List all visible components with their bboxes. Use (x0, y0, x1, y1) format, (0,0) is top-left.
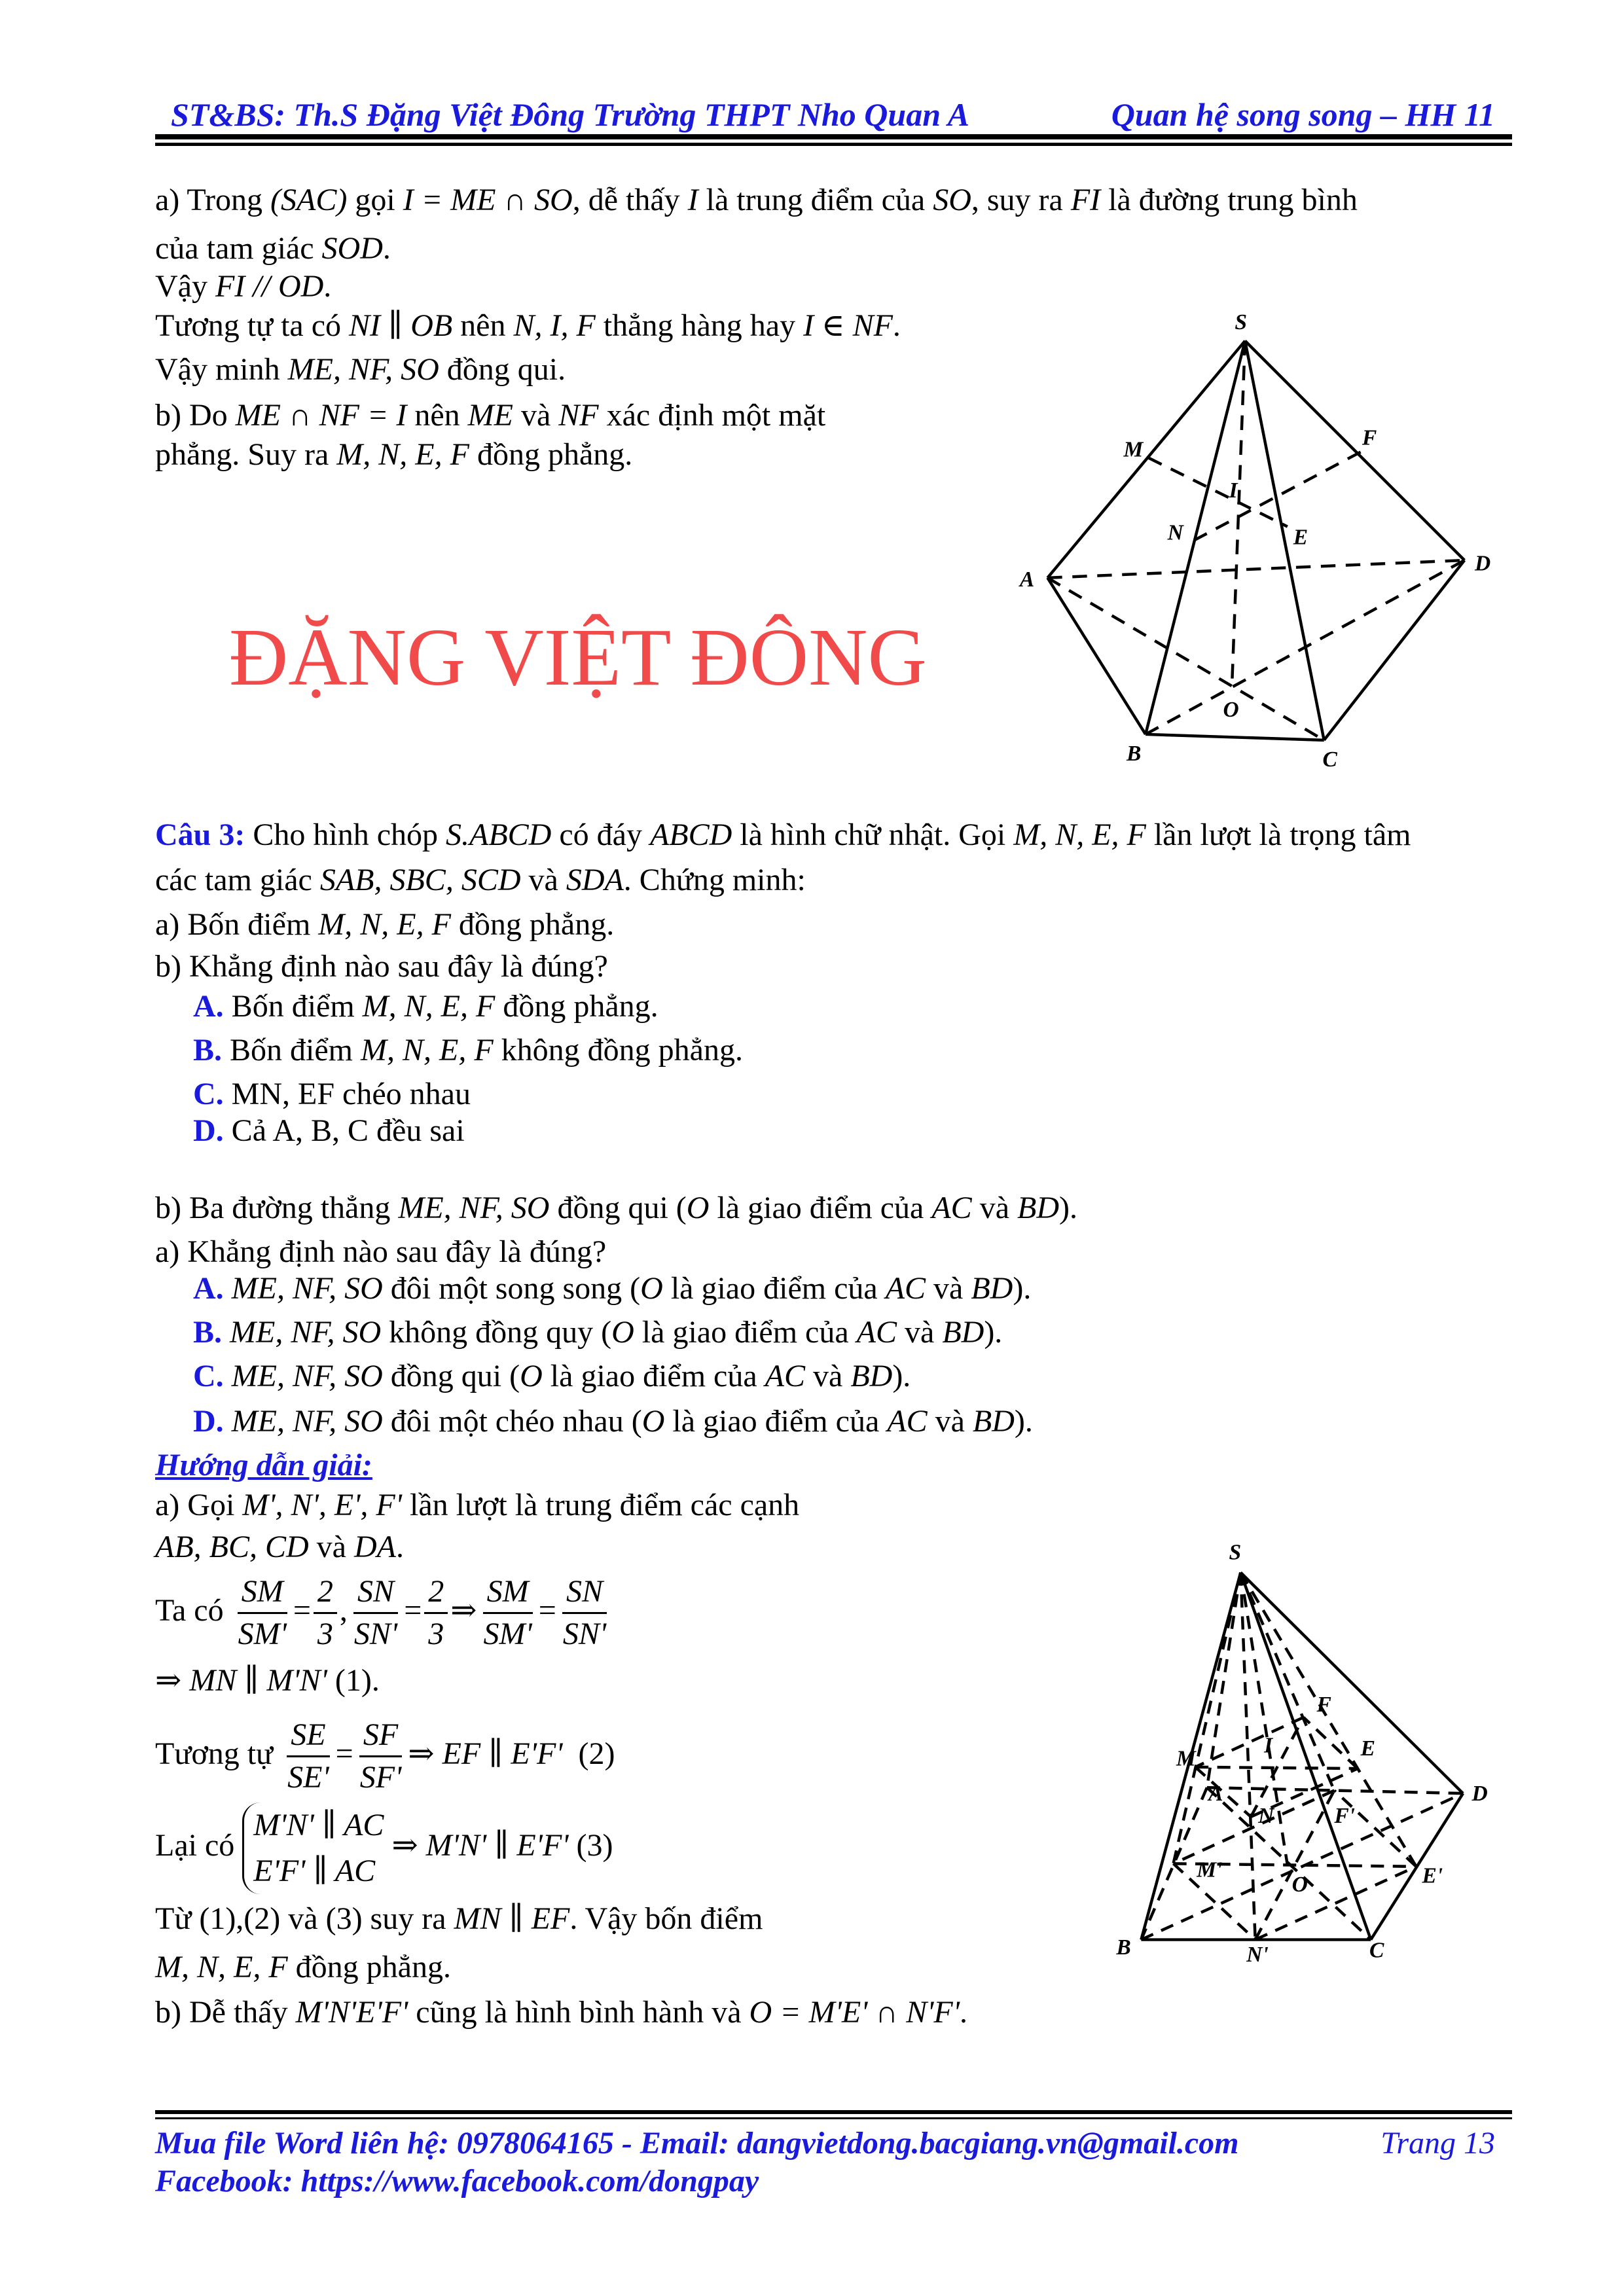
denominator: SM' (238, 1617, 287, 1652)
math-run: BD (942, 1315, 984, 1350)
text-run: . (395, 1530, 404, 1564)
text-run: các tam giác (155, 863, 320, 897)
fraction (283, 1715, 333, 1798)
math-run: M', N', E', F' (242, 1488, 402, 1522)
text-run (222, 1315, 230, 1350)
vertex-label: S (1229, 1540, 1242, 1565)
text-run: và (805, 1359, 851, 1393)
text-run: đồng phẳng. (469, 437, 633, 472)
denominator: SE' (287, 1760, 329, 1795)
fraction (314, 1571, 337, 1655)
option-label: C. (193, 1077, 224, 1111)
text-line (155, 1530, 404, 1565)
text-run: Cả A, B, C đều sai (223, 1113, 465, 1148)
math-run: AC (931, 1191, 972, 1225)
math-run: AB, BC, CD (155, 1530, 309, 1564)
text-run: Tương tự ta có (155, 308, 350, 343)
math-run: M, N, E, F (336, 437, 469, 472)
text-run: là giao điểm của (709, 1191, 932, 1225)
math-run: AC (765, 1359, 806, 1393)
footer-facebook[interactable]: Facebook: https://www.facebook.com/dongpay (155, 2164, 759, 2198)
numerator: SN (562, 1571, 607, 1614)
equals: = (538, 1593, 556, 1628)
text-run: . (382, 231, 391, 266)
option-b[interactable] (193, 1033, 743, 1068)
denominator: SN' (562, 1617, 607, 1652)
vertex-label: F (1362, 425, 1377, 450)
text-run: . (959, 1995, 967, 2030)
hidden-edges (1047, 341, 1464, 740)
math-run: O (686, 1191, 710, 1225)
text-run: là giao điểm của (662, 1271, 886, 1306)
ratio-line (155, 1568, 613, 1655)
equation-system (242, 1803, 384, 1894)
option-label: D. (193, 1404, 224, 1439)
numerator: 2 (314, 1571, 337, 1614)
lead-text: Lại có (155, 1828, 235, 1863)
text-run: không đồng phẳng. (493, 1033, 743, 1067)
question-label: Câu 3: (155, 817, 245, 852)
math-run: ME ∩ NF = I (235, 398, 407, 433)
vertex-label: O (1223, 698, 1239, 723)
math-run: M, N, E, F (1013, 817, 1146, 852)
math-run: ⇒ MN ∥ M'N' (155, 1663, 327, 1698)
math-run: O (640, 1271, 663, 1306)
math-run: NF (558, 398, 599, 433)
math-run: ME, NF, SO (287, 352, 439, 387)
vertex-label: A (1019, 567, 1035, 592)
option-text (224, 989, 659, 1024)
text-line (155, 1901, 763, 1937)
text-run: Bốn điểm (222, 1033, 361, 1067)
text-run: phẳng. Suy ra (155, 437, 337, 472)
text-run: là giao điểm của (634, 1315, 857, 1350)
text-run: Từ (1),(2) và (3) suy ra (155, 1901, 454, 1936)
conclusion: ⇒ EF ∥ E'F' (408, 1736, 563, 1771)
vertex-label: E (1293, 525, 1308, 550)
text-line (155, 1663, 380, 1698)
text-run: ). (984, 1315, 1003, 1350)
fraction (234, 1571, 291, 1655)
math-run: AC (887, 1404, 928, 1439)
option-label: D. (193, 1113, 224, 1148)
text-run: đồng qui. (439, 352, 566, 387)
footer-contact[interactable]: Mua file Word liên hệ: 0978064165 - Email: dangvietdong.bacgiang.vn@gmail.com (155, 2126, 1239, 2161)
text-run: , suy ra (971, 183, 1071, 217)
text-line (155, 1950, 451, 1985)
option-text (222, 1315, 1002, 1350)
math-run: (SAC) (270, 183, 348, 217)
text-run: đồng qui ( (549, 1191, 687, 1225)
vertex-label: M (1123, 437, 1144, 462)
vertex-label: N (1258, 1803, 1274, 1828)
implies: ⇒ (450, 1593, 477, 1628)
text-line (155, 183, 1358, 218)
fraction (356, 1715, 406, 1798)
text-run: . (323, 269, 332, 304)
text-run: lần lượt là trọng tâm (1146, 817, 1411, 852)
vertex-label: N (1167, 520, 1183, 545)
text-run: và (926, 1271, 971, 1306)
equals: = (404, 1593, 422, 1628)
text-run: Vậy (155, 269, 215, 304)
math-run: S.ABCD (446, 817, 552, 852)
fraction (350, 1571, 401, 1655)
vertex-label: S (1235, 310, 1248, 334)
system-row: M'N' ∥ AC (253, 1807, 384, 1842)
math-run: O (611, 1315, 634, 1350)
text-run: và (308, 1530, 354, 1564)
text-run: đôi một song song ( (382, 1271, 641, 1306)
fraction (424, 1571, 448, 1655)
vertex-label: N' (1246, 1943, 1269, 1967)
text-run: lần lượt là trung điểm các cạnh (402, 1488, 800, 1522)
equals: = (293, 1593, 311, 1628)
text-run: không đồng quy ( (381, 1315, 612, 1350)
option-text (224, 1113, 465, 1148)
text-run: a) Trong (155, 183, 271, 217)
math-run: N, I, F (513, 308, 596, 343)
denominator: SF' (359, 1760, 402, 1795)
text-line (155, 231, 391, 266)
text-run: . Chứng minh: (623, 863, 806, 897)
footer-rule (155, 2110, 1512, 2114)
math-run: ME, NF, SO (398, 1191, 550, 1225)
math-run: ME, NF, SO (231, 1271, 383, 1306)
option-d[interactable] (193, 1113, 465, 1149)
fraction (559, 1571, 610, 1655)
text-run: a) Bốn điểm (155, 907, 319, 942)
text-run: Bốn điểm (223, 989, 363, 1024)
math-run: SO (933, 183, 971, 217)
text-line (155, 398, 825, 433)
vertex-label: C (1369, 1938, 1384, 1963)
denominator: SN' (353, 1617, 398, 1652)
vertex-label: M (1176, 1746, 1196, 1771)
footer-rule-thin (155, 2117, 1512, 2119)
math-run: AC (885, 1271, 926, 1306)
vertex-label: D (1471, 1782, 1488, 1806)
text-run (224, 1404, 232, 1439)
vertex-label: I (1264, 1733, 1273, 1758)
text-run: là trung điểm của (698, 183, 933, 217)
pyramid-figure-2 (1115, 1540, 1487, 1967)
math-run: M, N, E, F (318, 907, 451, 942)
text-run: có đáy (551, 817, 650, 852)
vertex-label: E' (1422, 1863, 1443, 1888)
option-label: B. (193, 1315, 223, 1350)
text-run: b) Dễ thấy (155, 1995, 296, 2030)
text-line (155, 863, 806, 898)
header-author: ST&BS: Th.S Đặng Việt Đông Trường THPT Nho Quan A (171, 96, 969, 133)
text-line (155, 352, 566, 387)
vertex-label: C (1322, 747, 1337, 772)
text-line (155, 1234, 606, 1270)
text-run: MN, EF chéo nhau (223, 1077, 471, 1111)
system-row: E'F' ∥ AC (253, 1853, 376, 1888)
text-run: và (513, 398, 559, 433)
option-a[interactable] (193, 1271, 1031, 1306)
option-b[interactable] (193, 1315, 1002, 1350)
option-c[interactable] (193, 1077, 471, 1112)
text-line (155, 308, 901, 344)
text-run: là đường trung bình (1100, 183, 1358, 217)
lead-text: Tương tự (155, 1736, 274, 1771)
ratio-line (155, 1712, 615, 1798)
question-line (155, 817, 1411, 853)
math-run: ME, NF, SO (230, 1315, 382, 1350)
pyramid-figure-1 (1019, 310, 1490, 772)
text-run: là giao điểm của (542, 1359, 765, 1393)
math-run: I (687, 183, 698, 217)
vertex-label: F (1316, 1692, 1331, 1717)
numerator: SM (238, 1571, 287, 1614)
text-line (155, 907, 614, 942)
header-rule-thin (155, 143, 1512, 146)
math-run: SDA (566, 863, 624, 897)
text-line (155, 1191, 1077, 1226)
equation-number: (2) (578, 1736, 615, 1771)
text-run: và (927, 1404, 973, 1439)
math-run: MN ∥ EF (454, 1901, 570, 1936)
text-run (224, 1271, 232, 1306)
math-run: M, N, E, F (362, 989, 496, 1024)
math-run: M, N, E, F (155, 1950, 288, 1984)
option-text (224, 1404, 1033, 1439)
denominator: SM' (483, 1617, 532, 1652)
text-run: . Vậy bốn điểm (569, 1901, 763, 1936)
text-run: gọi (347, 183, 403, 217)
denominator: 3 (428, 1617, 444, 1652)
option-label: A. (193, 1271, 224, 1306)
text-run: b) Do (155, 398, 236, 433)
header-rule (155, 134, 1512, 139)
question-text (245, 817, 1411, 852)
math-run: SAB, SBC, SCD (319, 863, 521, 897)
conclusion: ⇒ M'N' ∥ E'F' (391, 1828, 569, 1863)
text-run: là giao điểm của (664, 1404, 888, 1439)
solution-heading: Hướng dẫn giải: (155, 1448, 372, 1482)
option-label: C. (193, 1359, 224, 1393)
math-run: ME, NF, SO (231, 1404, 383, 1439)
numerator: SE (287, 1715, 329, 1757)
math-run: ABCD (649, 817, 732, 852)
vertex-label: E (1360, 1736, 1375, 1761)
math-run: ME (467, 398, 513, 433)
option-d[interactable] (193, 1404, 1033, 1439)
math-run: BD (850, 1359, 893, 1393)
text-run: đồng qui ( (382, 1359, 520, 1393)
math-run: I = ME ∩ SO (403, 183, 573, 217)
text-run: và (971, 1191, 1017, 1225)
math-run: I ∈ NF (803, 308, 893, 343)
math-run: ME, NF, SO (231, 1359, 383, 1393)
math-run: SOD (321, 231, 383, 266)
option-text (224, 1077, 471, 1111)
page-number: Trang 13 (1380, 2126, 1495, 2161)
text-run: và (897, 1315, 943, 1350)
math-run: O (520, 1359, 543, 1393)
math-run: O = M'E' ∩ N'F' (749, 1995, 960, 2030)
math-run: BD (971, 1271, 1013, 1306)
math-run: FI // OD (215, 269, 324, 304)
numerator: 2 (424, 1571, 448, 1614)
hidden-edges (1141, 1573, 1463, 1940)
solid-edges (1141, 1573, 1463, 1940)
lead-text: Ta có (155, 1593, 224, 1628)
vertex-label: M' (1197, 1857, 1223, 1882)
text-run: b) Ba đường thẳng (155, 1191, 399, 1225)
vertex-label: F' (1334, 1803, 1356, 1828)
vertex-label: A (1208, 1782, 1223, 1806)
equals: = (335, 1736, 353, 1771)
equation-number: (3) (576, 1828, 613, 1863)
text-run: , dễ thấy (572, 183, 688, 217)
system-line (155, 1800, 613, 1894)
option-label: B. (193, 1033, 223, 1067)
math-run: AC (856, 1315, 897, 1350)
text-run (224, 1359, 232, 1393)
math-run: BD (972, 1404, 1015, 1439)
comma: , (339, 1593, 348, 1628)
text-run: a) Khẳng định nào sau đây là đúng? (155, 1234, 607, 1269)
text-line (155, 269, 331, 304)
text-run: đôi một chéo nhau ( (382, 1404, 642, 1439)
text-run: thẳng hàng hay (595, 308, 804, 343)
option-label: A. (193, 989, 224, 1024)
text-run: nên (406, 398, 468, 433)
text-run: là hình chữ nhật. Gọi (732, 817, 1014, 852)
vertex-label: I (1229, 478, 1238, 503)
text-run: đồng phẳng. (495, 989, 659, 1024)
text-run: và (520, 863, 566, 897)
text-run: ). (1058, 1191, 1077, 1225)
numerator: SF (359, 1715, 402, 1757)
text-run: Vậy minh (155, 352, 288, 387)
option-text (224, 1271, 1032, 1306)
math-run: O (641, 1404, 665, 1439)
text-run: cũng là hình bình hành và (408, 1995, 749, 2030)
text-run: Cho hình chóp (245, 817, 446, 852)
text-line (155, 1488, 799, 1523)
option-text (222, 1033, 743, 1067)
text-run: . (892, 308, 901, 343)
solid-edges (1047, 341, 1464, 740)
denominator: 3 (317, 1617, 333, 1652)
math-run: BD (1017, 1191, 1059, 1225)
watermark: ĐẶNG VIỆT ĐÔNG (228, 611, 927, 703)
text-run: nên (452, 308, 514, 343)
text-line (155, 437, 632, 473)
text-run: a) Gọi (155, 1488, 243, 1522)
vertex-label: B (1116, 1935, 1131, 1960)
option-c[interactable] (193, 1359, 911, 1394)
math-run: DA (353, 1530, 396, 1564)
text-run: (1). (327, 1663, 380, 1698)
text-run: ). (1013, 1271, 1032, 1306)
option-text (224, 1359, 911, 1393)
vertex-label: D (1474, 551, 1491, 576)
text-line (155, 949, 608, 984)
text-run: xác định một mặt (598, 398, 826, 433)
text-run: ). (1014, 1404, 1033, 1439)
option-a[interactable] (193, 989, 659, 1024)
fraction (479, 1571, 535, 1655)
text-line (155, 1995, 967, 2030)
header-topic: Quan hệ song song – HH 11 (1111, 96, 1495, 133)
vertex-label: O (1291, 1872, 1308, 1897)
math-run: M'N'E'F' (295, 1995, 408, 2030)
math-run: FI (1070, 183, 1101, 217)
text-run: của tam giác (155, 231, 322, 266)
vertex-label: B (1127, 742, 1142, 766)
text-run: ). (892, 1359, 911, 1393)
math-run: NI ∥ OB (349, 308, 453, 343)
math-run: M, N, E, F (361, 1033, 494, 1067)
text-run: đồng phẳng. (450, 907, 615, 942)
text-run: b) Khẳng định nào sau đây là đúng? (155, 949, 608, 984)
numerator: SN (353, 1571, 398, 1614)
text-run: đồng phẳng. (287, 1950, 451, 1984)
numerator: SM (483, 1571, 533, 1614)
